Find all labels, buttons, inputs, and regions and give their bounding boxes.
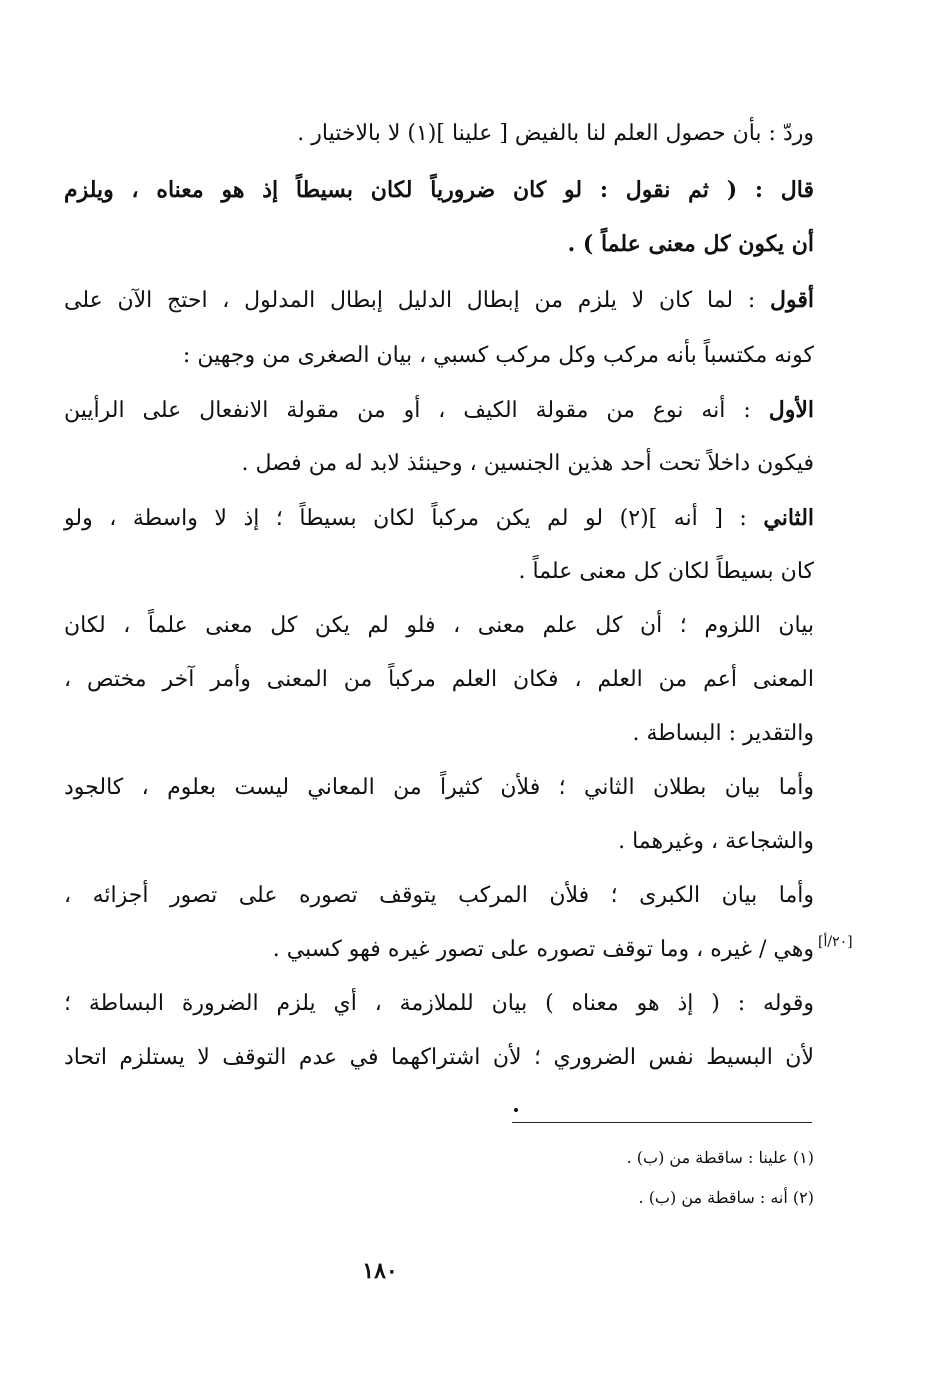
stray-dot-mark <box>514 1108 518 1112</box>
footnote-1: (١) علينا : ساقطة من (ب) . <box>626 1148 814 1167</box>
line-lead-awwal: الأول <box>768 397 814 423</box>
text-line-13: وأما بيان بطلان الثاني ؛ فلأن كثيراً من المعاني ليست بعلوم ، كالجود <box>64 775 814 800</box>
text-line-18: لأن البسيط نفس الضروري ؛ لأن اشتراكهما في عدم التوقف لا يستلزم اتحاد <box>64 1045 814 1070</box>
text-line-10: بيان اللزوم ؛ أن كل علم معنى ، فلو لم يكن كل معنى علماً ، لكان <box>64 613 814 638</box>
text-line-11: المعنى أعم من العلم ، فكان العلم مركباً من المعنى وأمر آخر مختص ، <box>64 667 814 692</box>
text-line-3: أن يكون كل معنى علماً ) . <box>567 231 814 257</box>
text-line-16: وهي / غيره ، وما توقف تصوره على تصور غيره فهو كسبي . <box>272 937 814 962</box>
text-line-6: الأول : أنه نوع من مقولة الكيف ، أو من مقولة الانفعال على الرأيين <box>64 397 814 423</box>
footnote-separator <box>512 1122 812 1123</box>
margin-folio-reference: [٢٠/أ] <box>818 934 853 950</box>
page-number: ١٨٠ <box>362 1258 398 1284</box>
text-line-5: كونه مكتسباً بأنه مركب وكل مركب كسبي ، بيان الصغرى من وجهين : <box>182 343 814 368</box>
text-line-15: وأما بيان الكبرى ؛ فلأن المركب يتوقف تصوره على تصور أجزائه ، <box>64 883 814 908</box>
text-line-17: وقوله : ( إذ هو معناه ) بيان للملازمة ، أي يلزم الضرورة البساطة ؛ <box>64 991 814 1016</box>
text-line-2: قال : ( ثم نقول : لو كان ضرورياً لكان بسيطاً إذ هو معناه ، ويلزم <box>64 177 814 203</box>
line-lead-thani: الثاني <box>763 505 815 531</box>
line-lead-qala: قال : ( <box>726 177 814 203</box>
text-line-8: الثاني : [ أنه ](٢) لو لم يكن مركباً لكان بسيطاً ؛ إذ لا واسطة ، ولو <box>64 505 815 531</box>
text-line-14: والشجاعة ، وغيرهما . <box>618 829 814 854</box>
text-line-12: والتقدير : البساطة . <box>632 721 814 746</box>
line-lead-aqul: أقول <box>770 287 814 313</box>
text-line-1: وردّ : بأن حصول العلم لنا بالفيض [ علينا ](١) لا بالاختيار . <box>297 121 814 146</box>
text-line-9: كان بسيطاً لكان كل معنى علماً . <box>518 559 814 584</box>
text-line-4: أقول : لما كان لا يلزم من إبطال الدليل إبطال المدلول ، احتج الآن على <box>64 287 814 313</box>
text-line-7: فيكون داخلاً تحت أحد هذين الجنسين ، وحينئذ لابد له من فصل . <box>241 451 814 476</box>
footnote-2: (٢) أنه : ساقطة من (ب) . <box>638 1188 814 1207</box>
